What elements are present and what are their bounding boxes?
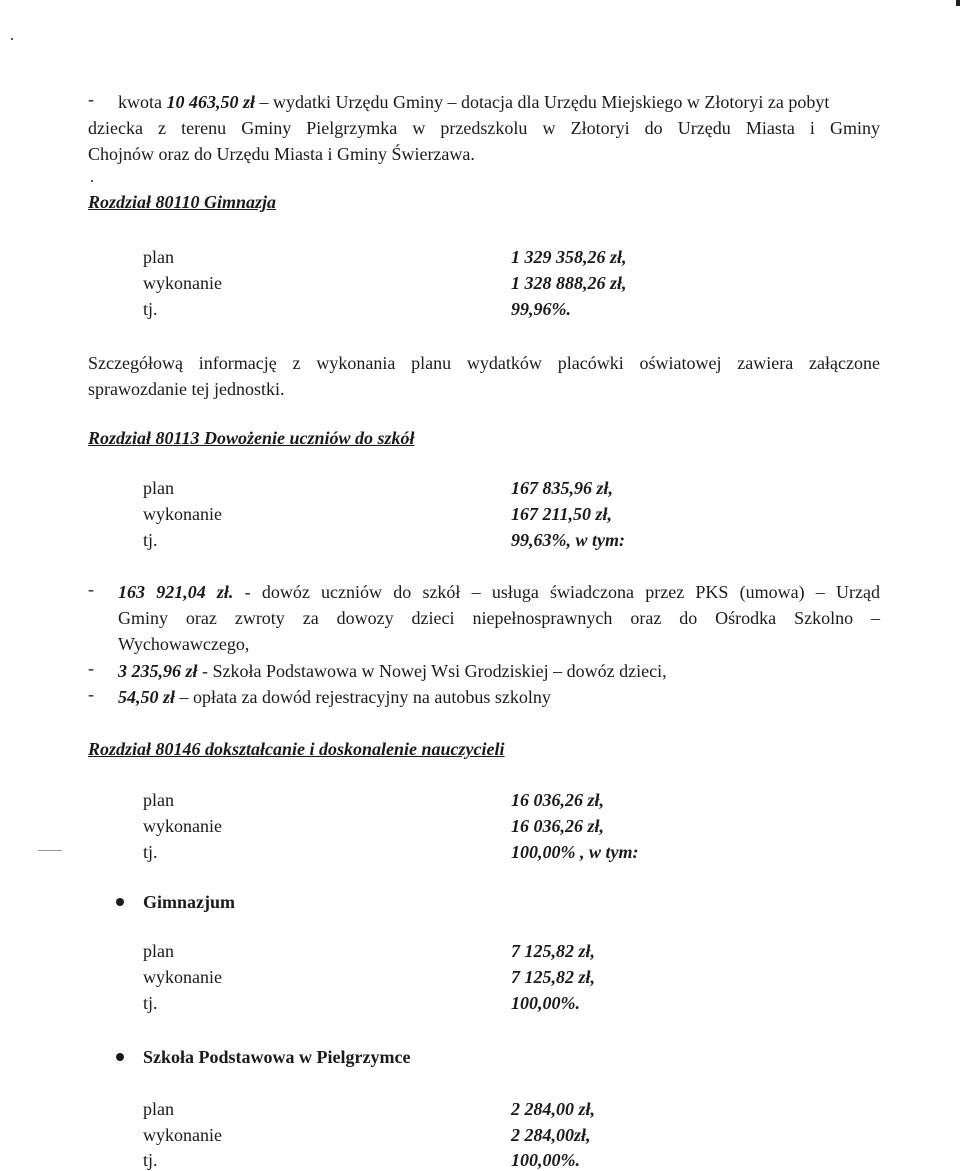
item-amount: 54,50 zł	[118, 687, 176, 707]
item-text: - dowóz uczniów do szkół – usługa świadczona przez PKS (umowa) – Urząd	[233, 582, 880, 602]
row-label: wykonanie	[143, 816, 222, 836]
list-dash: -	[88, 89, 94, 109]
intro-line3: Chojnów oraz do Urzędu Miasta i Gminy Świerzawa.	[88, 144, 475, 164]
note-line: sprawozdanie tej jednostki.	[88, 379, 285, 399]
bullet-dot	[116, 898, 124, 906]
row-label: plan	[143, 478, 174, 498]
unit-title: Szkoła Podstawowa w Pielgrzymce	[143, 1047, 411, 1067]
list-dash: -	[88, 579, 94, 599]
row-label: plan	[143, 1099, 174, 1119]
row-value: 7 125,82 zł,	[511, 941, 596, 961]
row-value: 1 329 358,26 zł,	[511, 247, 627, 267]
section-heading: Rozdział 80110 Gimnazja	[88, 192, 277, 212]
item-line: Wychowawczego,	[118, 634, 250, 654]
scan-speck	[956, 0, 960, 6]
row-label: tj.	[143, 1150, 158, 1170]
intro-line1: – wydatki Urzędu Gminy – dotacja dla Urzędu Miejskiego w Złotoryi za pobyt	[255, 92, 830, 112]
item-amount: 163 921,04 zł.	[118, 582, 234, 602]
scan-speck	[91, 180, 93, 182]
row-label: tj.	[143, 530, 158, 550]
row-value: 100,00%.	[511, 1150, 580, 1170]
list-dash: -	[88, 658, 94, 678]
row-label: wykonanie	[143, 504, 222, 524]
intro-line2: dziecka z terenu Gminy Pielgrzymka w przedszkolu w Złotoryi do Urzędu Miasta i Gminy	[88, 118, 880, 138]
scan-speck	[38, 850, 62, 851]
row-value: 167 835,96 zł,	[511, 478, 614, 498]
list-item	[118, 684, 880, 710]
row-value: 1 328 888,26 zł,	[511, 273, 627, 293]
item-line: Gminy oraz zwroty za dowozy dzieci niepełnosprawnych oraz do Ośrodka Szkolno –	[118, 608, 880, 628]
row-value: 16 036,26 zł,	[511, 790, 605, 810]
section-heading: Rozdział 80146 dokształcanie i doskonalenie nauczycieli	[88, 739, 505, 759]
intro-item-text	[118, 89, 880, 115]
scan-speck	[11, 38, 13, 40]
row-label: wykonanie	[143, 273, 222, 293]
row-value: 99,96%.	[511, 299, 571, 319]
intro-amount: 10 463,50 zł	[166, 92, 256, 112]
bullet-dot	[116, 1053, 124, 1061]
row-label: tj.	[143, 842, 158, 862]
row-label: plan	[143, 247, 174, 267]
row-value: 167 211,50 zł,	[511, 504, 613, 524]
row-label: wykonanie	[143, 967, 222, 987]
row-label: tj.	[143, 993, 158, 1013]
item-amount: 3 235,96 zł	[118, 661, 198, 681]
row-value: 100,00%.	[511, 993, 580, 1013]
row-label: tj.	[143, 299, 158, 319]
row-value: 7 125,82 zł,	[511, 967, 596, 987]
list-item	[118, 579, 880, 605]
row-value: 2 284,00zł,	[511, 1125, 591, 1145]
row-value: 99,63%, w tym:	[511, 530, 625, 550]
list-item	[118, 658, 880, 684]
note-line: Szczegółową informację z wykonania planu wydatków placówki oświatowej zawiera załączone	[88, 353, 880, 373]
row-label: plan	[143, 790, 174, 810]
list-dash: -	[88, 684, 94, 704]
row-value: 100,00% , w tym:	[511, 842, 639, 862]
item-text: – opłata za dowód rejestracyjny na autobus szkolny	[175, 687, 551, 707]
unit-title: Gimnazjum	[143, 892, 235, 912]
row-label: plan	[143, 941, 174, 961]
item-text: - Szkoła Podstawowa w Nowej Wsi Grodziskiej – dowóz dzieci,	[197, 661, 667, 681]
row-value: 16 036,26 zł,	[511, 816, 605, 836]
row-value: 2 284,00 zł,	[511, 1099, 596, 1119]
row-label: wykonanie	[143, 1125, 222, 1145]
intro-lead: kwota	[118, 92, 162, 112]
section-heading: Rozdział 80113 Dowożenie uczniów do szkół	[88, 428, 415, 448]
